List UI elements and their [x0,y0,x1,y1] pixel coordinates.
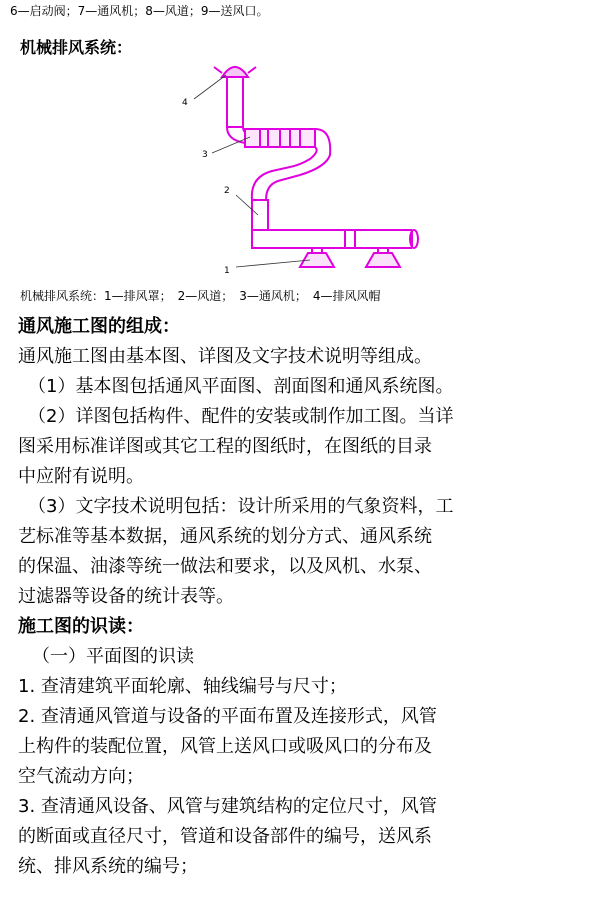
label-1: 1 [224,266,230,276]
composition-item-3-line-3: 的保温、油漆等统一做法和要求，以及风机、水泵、 [18,556,432,577]
exhaust-hood-left [300,253,334,267]
exhaust-system-diagram [150,55,450,285]
top-caption: 6—启动阀；7—通风机；8—风道；9—送风口。 [10,4,269,18]
reading-step-3-line-3: 统、排风系统的编号； [18,856,198,877]
composition-item-3-line-2: 艺标准等基本数据，通风系统的划分方式、通风系统 [18,526,432,547]
composition-item-2-line-2: 图采用标准详图或其它工程的图纸时，在图纸的目录 [18,436,432,457]
reading-step-2-line-3: 空气流动方向； [18,766,144,787]
composition-item-2-line-3: 中应附有说明。 [18,466,144,487]
composition-item-3-line-1: （3）文字技术说明包括：设计所采用的气象资料，工 [28,496,454,517]
composition-item-3-line-4: 过滤器等设备的统计表等。 [18,586,234,607]
reading-step-2-line-1: 2. 查清通风管道与设备的平面布置及连接形式，风管 [18,706,437,727]
reading-step-3-line-1: 3. 查清通风设备、风管与建筑结构的定位尺寸，风管 [18,796,437,817]
composition-title: 通风施工图的组成： [18,316,180,337]
label-3: 3 [202,150,208,160]
composition-item-2-line-1: （2）详图包括构件、配件的安装或制作加工图。当详 [28,406,454,427]
vertical-duct-middle [252,200,268,230]
reading-step-1: 1. 查清建筑平面轮廓、轴线编号与尺寸； [18,676,347,697]
figure-caption: 机械排风系统：1—排风罩； 2—风道； 3—通风机； 4—排风风帽 [20,289,381,303]
main-content [18,312,588,882]
reading-title: 施工图的识读： [18,616,144,637]
composition-item-1: （1）基本图包括通风平面图、剖面图和通风系统图。 [28,376,454,397]
reading-step-2-line-2: 上构件的装配位置，风管上送风口或吸风口的分布及 [18,736,432,757]
label-2: 2 [224,186,230,196]
exhaust-hood-right [366,253,400,267]
reading-subtitle-1: （一）平面图的识读 [32,646,194,667]
vertical-duct-top [227,77,243,127]
label-4: 4 [182,98,188,108]
composition-intro: 通风施工图由基本图、详图及文字技术说明等组成。 [18,346,432,367]
section-title: 机械排风系统： [20,38,133,57]
reading-step-3-line-2: 的断面或直径尺寸，管道和设备部件的编号，送风系 [18,826,432,847]
